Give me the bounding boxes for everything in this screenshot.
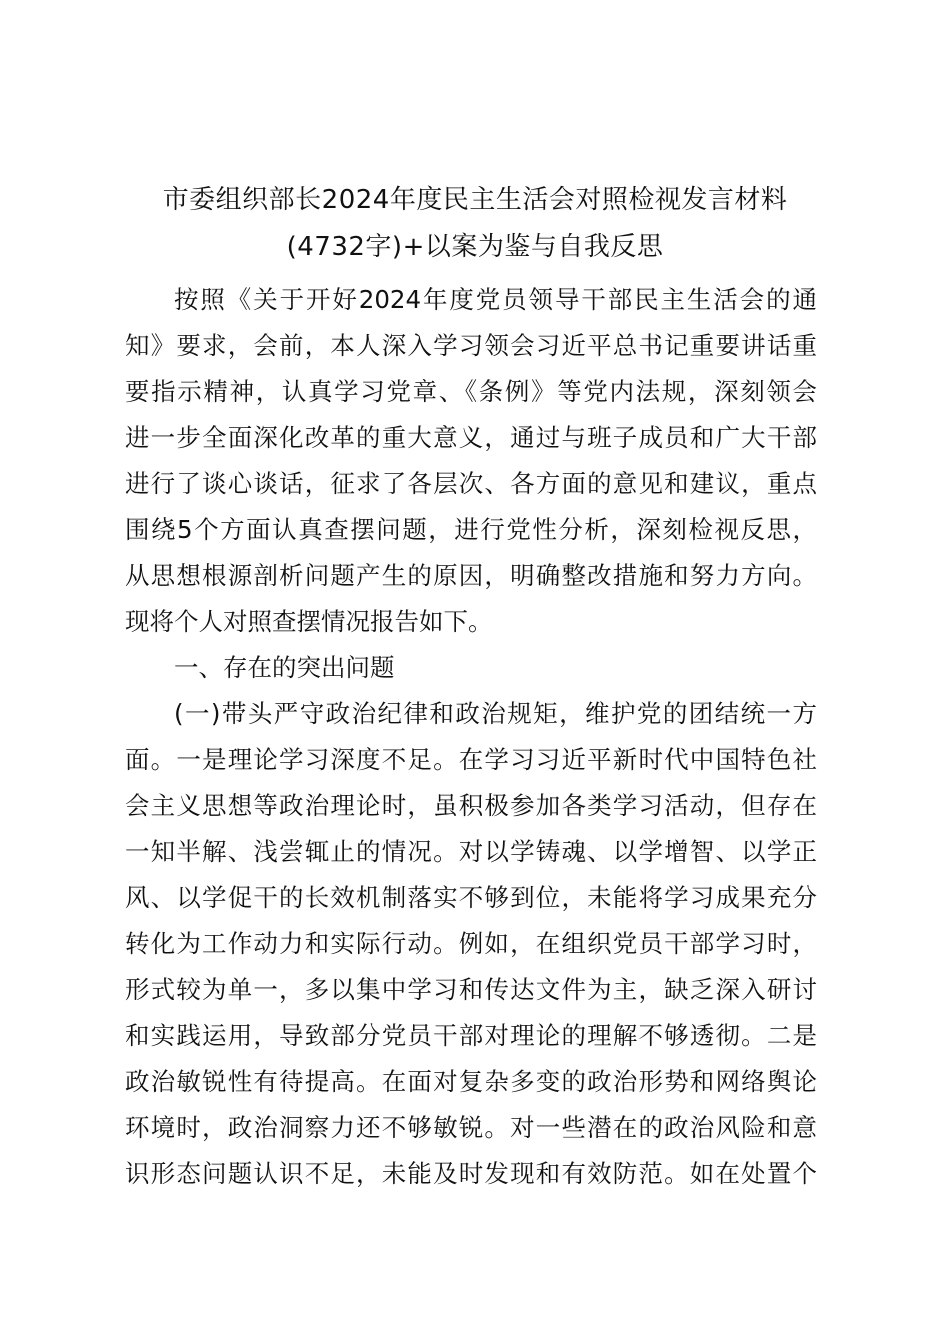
document-title-line-2: (4732字)+以案为鉴与自我反思 [286, 232, 664, 262]
body-line: 政治敏锐性有待提高。在面对复杂多变的政治形势和网络舆论 [125, 1067, 817, 1096]
intro-line: 要指示精神，认真学习党章、《条例》等党内法规，深刻领会 [125, 377, 817, 406]
body-line: 形式较为单一，多以集中学习和传达文件为主，缺乏深入研讨 [125, 975, 817, 1004]
body-line: 会主义思想等政治理论时，虽积极参加各类学习活动，但存在 [125, 791, 817, 820]
section-heading: 一、存在的突出问题 [174, 653, 395, 682]
intro-line: 从思想根源剖析问题产生的原因，明确整改措施和努力方向。 [125, 561, 817, 590]
intro-line: 围绕5个方面认真查摆问题，进行党性分析，深刻检视反思， [125, 515, 817, 544]
body-line: 转化为工作动力和实际行动。例如，在组织党员干部学习时， [125, 929, 817, 958]
body-line: 风、以学促干的长效机制落实不够到位，未能将学习成果充分 [125, 883, 817, 912]
body-line: 面。一是理论学习深度不足。在学习习近平新时代中国特色社 [125, 745, 817, 774]
body-line: 和实践运用，导致部分党员干部对理论的理解不够透彻。二是 [125, 1021, 817, 1050]
intro-line: 知》要求，会前，本人深入学习领会习近平总书记重要讲话重 [125, 331, 817, 360]
intro-line: 进一步全面深化改革的重大意义，通过与班子成员和广大干部 [125, 423, 817, 452]
body-line: 环境时，政治洞察力还不够敏锐。对一些潜在的政治风险和意 [125, 1113, 817, 1142]
intro-line: 进行了谈心谈话，征求了各层次、各方面的意见和建议，重点 [125, 469, 817, 498]
intro-line: 现将个人对照查摆情况报告如下。 [125, 607, 493, 636]
body-line: 一知半解、浅尝辄止的情况。对以学铸魂、以学增智、以学正 [125, 837, 817, 866]
intro-line: 按照《关于开好2024年度党员领导干部民主生活会的通 [174, 285, 817, 314]
body-line: (一)带头严守政治纪律和政治规矩，维护党的团结统一方 [174, 699, 817, 728]
document-title-line-1: 市委组织部长2024年度民主生活会对照检视发言材料 [162, 185, 788, 215]
body-line: 识形态问题认识不足，未能及时发现和有效防范。如在处置个 [125, 1159, 817, 1188]
